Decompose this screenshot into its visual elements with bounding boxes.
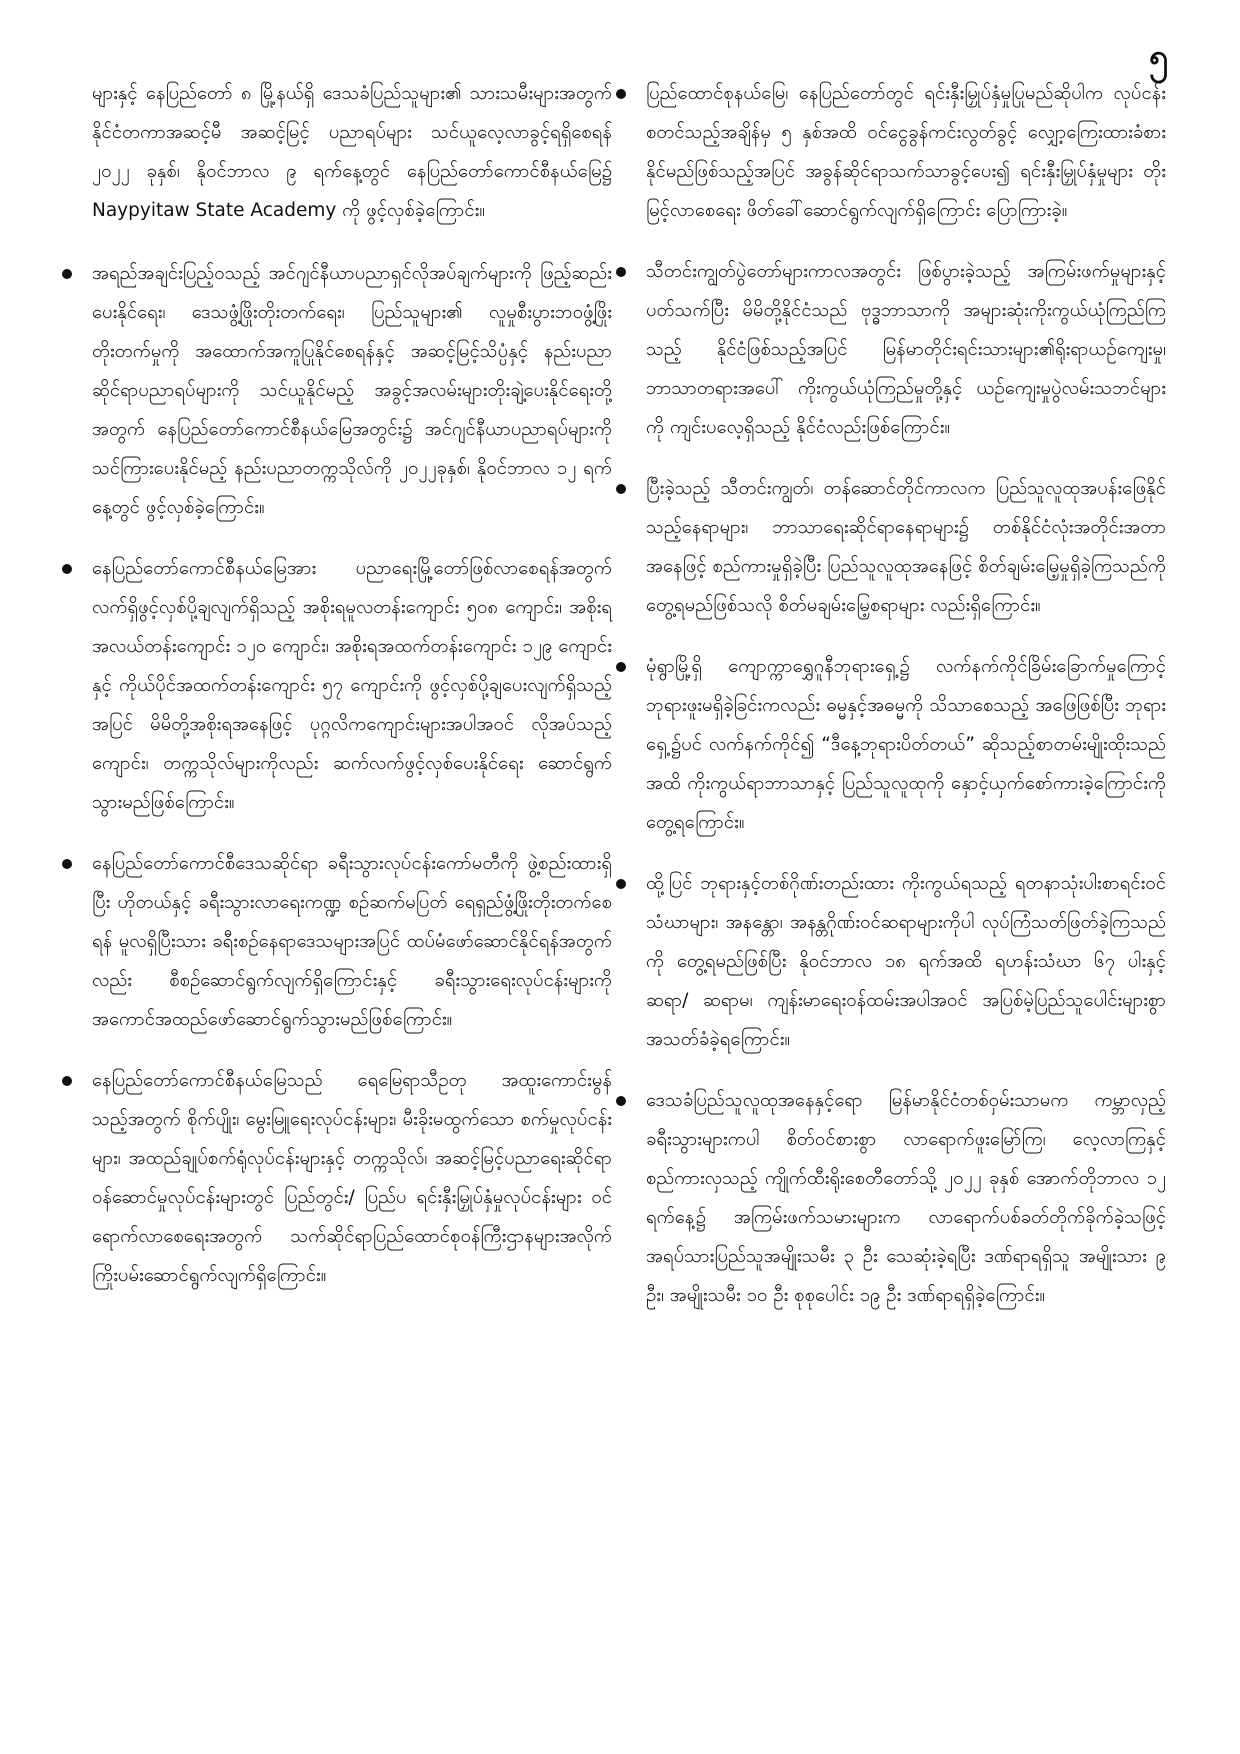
bullet-text: နေပြည်တော်ကောင်စီနယ်မြေအား ပညာရေးမြို့တော်ဖြစ်လာစေရန်အတွက် လက်ရှိဖွင့်လှစ်ပို့ချလျက်ရှိသည့် အစိုးရမူလတန်းကျောင်း ၅၀၈ ကျောင်း၊ အစိုးရအလယ်တန်းကျောင်း ၁၂၀ ကျောင်း၊ အစိုးရအထက်တန်းကျောင်း ၁၂၉ ကျောင်းနှင့် ကိုယ်ပိုင်အထက်တန်းကျောင်း ၅၇ ကျောင်းကို ဖွင့်လှစ်ပို့ချပေးလျက်ရှိသည့်အပြင် မိမိတို့အစိုးရအနေဖြင့် ပုဂ္ဂလိကကျောင်းများအပါအဝင် လိုအပ်သည့်ကျောင်း၊ တက္ကသိုလ်များကိုလည်း ဆက်လက်ဖွင့်လှစ်ပေးနိုင်ရေး ဆောင်ရွက်သွားမည်ဖြစ်ကြောင်း။ <box>92 558 612 813</box>
bullet-item <box>646 864 1166 1059</box>
bullet-item <box>646 647 1166 842</box>
bullet-text: ပြည်ထောင်စုနယ်မြေ၊ နေပြည်တော်တွင် ရင်းနှီးမြှုပ်နှံမှုပြုမည်ဆိုပါက လုပ်ငန်းစတင်သည့်အချိန်မှ ၅ နှစ်အထိ ဝင်ငွေခွန်ကင်းလွတ်ခွင့် လျှော့ကြေးထားခံစားနိုင်မည်ဖြစ်သည့်အပြင် အခွန်ဆိုင်ရာသက်သာခွင့်ပေး၍ ရင်းနှီးမြှုပ်နှံမှုများ တိုးမြင့်လာစေရေး ဖိတ်ခေါ်ဆောင်ရွက်လျက်ရှိကြောင်း ပြောကြားခဲ့။ <box>646 83 1166 221</box>
bullet-item <box>92 254 612 527</box>
bullet-text: သီတင်းကျွတ်ပွဲတော်များကာလအတွင်း ဖြစ်ပွားခဲ့သည့် အကြမ်းဖက်မှုများနှင့်ပတ်သက်ပြီး မိမိတို့နိုင်ငံသည် ဗုဒ္ဓဘာသာကို အများဆုံးကိုးကွယ်ယုံကြည်ကြသည့် နိုင်ငံဖြစ်သည့်အပြင် မြန်မာတိုင်းရင်းသားများ၏ရိုးရာယဉ်ကျေးမှု၊ ဘာသာတရားအပေါ် ကိုးကွယ်ယုံကြည်မှုတို့နှင့် ယဉ်ကျေးမှုပွဲလမ်းသဘင်များကို ကျင်းပလေ့ရှိသည့် နိုင်ငံလည်းဖြစ်ကြောင်း။ <box>646 261 1166 438</box>
bullet-item <box>92 549 612 822</box>
page-number: ၅ <box>1148 37 1168 77</box>
bullet-text: မုံရွာမြို့ရှိ ကျောက္ကာရွှေဂူနီဘုရားရှေ့၌ လက်နက်ကိုင်ခြိမ်းခြောက်မှုကြောင့် ဘုရားဖူးမရှိခဲ့ခြင်းကလည်း ဓမ္မနှင့်အဓမ္မကို သိသာစေသည့် အဖြေဖြစ်ပြီး ဘုရားရှေ့၌ပင် လက်နက်ကိုင်၍ “ဒီနေ့ဘုရားပိတ်တယ်” ဆိုသည့်စာတမ်းမျိုးထိုးသည်အထိ ကိုးကွယ်ရာဘာသာနှင့် ပြည်သူလူထုကို နှောင့်ယှက်စော်ကားခဲ့ကြောင်းကို တွေ့ရကြောင်း။ <box>646 656 1166 833</box>
bullet-text: ဒေသခံပြည်သူလူထုအနေနှင့်ရော မြန်မာနိုင်ငံတစ်ဝှမ်းသာမက ကမ္ဘာလှည့်ခရီးသွားများကပါ စိတ်ဝင်စားစွာ လာရောက်ဖူးမြော်ကြ၊ လေ့လာကြနှင့် စည်ကားလှသည့် ကျိုက်ထီးရိုးစေတီတော်သို့ ၂၀၂၂ ခုနှစ် အောက်တိုဘာလ ၁၂ ရက်နေ့၌ အကြမ်းဖက်သမားများက လာရောက်ပစ်ခတ်တိုက်ခိုက်ခဲ့သဖြင့် အရပ်သားပြည်သူအမျိုးသမီး ၃ ဦး သေဆုံးခဲ့ရပြီး ဒဏ်ရာရရှိသူ အမျိုးသား ၉ ဦး၊ အမျိုးသမီး ၁၀ ဦး စုစုပေါင်း ၁၉ ဦး ဒဏ်ရာရရှိခဲ့ကြောင်း။ <box>646 1090 1166 1306</box>
left-column <box>92 74 612 1317</box>
paragraph-text: များနှင့် နေပြည်တော် ၈ မြို့နယ်ရှိ ဒေသခံပြည်သူများ၏ သားသမီးများအတွက် နိုင်ငံတကာအဆင့်မီ အဆင့်မြင့် ပညာရပ်များ သင်ယူလေ့လာခွင့်ရရှိစေရန် ၂၀၂၂ ခုနှစ်၊ နိုဝင်ဘာလ ၉ ရက်နေ့တွင် နေပြည်တော်ကောင်စီနယ်မြေ၌ Naypyitaw State Academy ကို ဖွင့်လှစ်ခဲ့ကြောင်း။ <box>92 83 612 221</box>
bullet-icon <box>62 859 72 869</box>
bullet-icon <box>616 267 626 277</box>
bullet-icon <box>62 1076 72 1086</box>
bullet-icon <box>616 89 626 99</box>
bullet-item <box>92 1061 612 1295</box>
bullet-text: ပြီးခဲ့သည့် သီတင်းကျွတ်၊ တန်ဆောင်တိုင်ကာလက ပြည်သူလူထုအပန်းဖြေနိုင်သည့်နေရာများ၊ ဘာသာရေးဆိုင်ရာနေရာများ၌ တစ်နိုင်ငံလုံးအတိုင်းအတာအနေဖြင့် စည်ကားမှုရှိခဲ့ပြီး ပြည်သူလူထုအနေဖြင့် စိတ်ချမ်းမြေ့မှုရှိခဲ့ကြသည်ကို တွေ့ရမည်ဖြစ်သလို စိတ်မချမ်းမြေ့စရာများ လည်းရှိကြောင်း။ <box>646 478 1166 616</box>
bullet-text: နေပြည်တော်ကောင်စီဒေသဆိုင်ရာ ခရီးသွားလုပ်ငန်းကော်မတီကို ဖွဲ့စည်းထားရှိပြီး ဟိုတယ်နှင့် ခရီးသွားလာရေးကဏ္ဍ စဉ်ဆက်မပြတ် ရေရှည်ဖွံ့ဖြိုးတိုးတက်စေရန် မူလရှိပြီးသား ခရီးစဉ်နေရာဒေသများအပြင် ထပ်မံဖော်ဆောင်နိုင်ရန်အတွက်လည်း စီစဉ်ဆောင်ရွက်လျက်ရှိကြောင်းနှင့် ခရီးသွားရေးလုပ်ငန်းများကို အကောင်အထည်ဖော်ဆောင်ရွက်သွားမည်ဖြစ်ကြောင်း။ <box>92 853 612 1030</box>
bullet-item <box>646 252 1166 447</box>
bullet-item <box>646 74 1166 230</box>
bullet-item <box>92 844 612 1039</box>
bullet-icon <box>616 879 626 889</box>
right-column <box>646 74 1166 1337</box>
bullet-text: အရည်အချင်းပြည့်ဝသည့် အင်ဂျင်နီယာပညာရှင်လိုအပ်ချက်များကို ဖြည့်ဆည်းပေးနိုင်ရေး၊ ဒေသဖွံ့ဖြိုးတိုးတက်ရေး၊ ပြည်သူများ၏ လူမှုစီးပွားဘဝဖွံ့ဖြိုးတိုးတက်မှုကို အထောက်အကူပြုနိုင်စေရန်နှင့် အဆင့်မြင့်သိပ္ပံနှင့် နည်းပညာဆိုင်ရာပညာရပ်များကို သင်ယူနိုင်မည့် အခွင့်အလမ်းများတိုးချဲ့ပေးနိုင်ရေးတို့အတွက် နေပြည်တော်ကောင်စီနယ်မြေအတွင်း၌ အင်ဂျင်နီယာပညာရပ်များကို သင်ကြားပေးနိုင်မည့် နည်းပညာတက္ကသိုလ်ကို ၂၀၂၂ခုနှစ်၊ နိုဝင်ဘာလ ၁၂ ရက်နေ့တွင် ဖွင့်လှစ်ခဲ့ကြောင်း။ <box>92 263 612 518</box>
bullet-icon <box>616 484 626 494</box>
bullet-text: ထို့ပြင် ဘုရားနှင့်တစ်ဂိုဏ်းတည်းထား ကိုးကွယ်ရသည့် ရတနာသုံးပါးစာရင်းဝင် သံဃာများ၊ အနန္တော၊ အနန္တဂိုဏ်းဝင်ဆရာများကိုပါ လုပ်ကြံသတ်ဖြတ်ခဲ့ကြသည်ကို တွေ့ရမည်ဖြစ်ပြီး နိုဝင်ဘာလ ၁၈ ရက်အထိ ရဟန်းသံဃာ ၆၇ ပါးနှင့် ဆရာ/ ဆရာမ၊ ကျန်းမာရေးဝန်ထမ်းအပါအဝင် အပြစ်မဲ့ပြည်သူပေါင်းများစွာ အသတ်ခံခဲ့ရကြောင်း။ <box>646 873 1166 1050</box>
paragraph <box>92 74 612 230</box>
bullet-text: နေပြည်တော်ကောင်စီနယ်မြေသည် ရေမြေရာသီဥတု အထူးကောင်းမွန်သည့်အတွက် စိုက်ပျိုး၊ မွေးမြူရေးလုပ်ငန်းများ၊ မီးခိုးမထွက်သော စက်မှုလုပ်ငန်းများ၊ အထည်ချုပ်စက်ရုံလုပ်ငန်းများနှင့် တက္ကသိုလ်၊ အဆင့်မြင့်ပညာရေးဆိုင်ရာ ဝန်ဆောင်မှုလုပ်ငန်းများတွင် ပြည်တွင်း/ ပြည်ပ ရင်းနှီးမြှုပ်နှံမှုလုပ်ငန်းများ ဝင်ရောက်လာစေရေးအတွက် သက်ဆိုင်ရာပြည်ထောင်စုဝန်ကြီးဌာနများအလိုက် ကြိုးပမ်းဆောင်ရွက်လျက်ရှိကြောင်း။ <box>92 1070 612 1286</box>
bullet-item <box>646 469 1166 625</box>
bullet-icon <box>62 269 72 279</box>
bullet-icon <box>616 1096 626 1106</box>
bullet-icon <box>62 564 72 574</box>
bullet-item <box>646 1081 1166 1315</box>
bullet-icon <box>616 662 626 672</box>
